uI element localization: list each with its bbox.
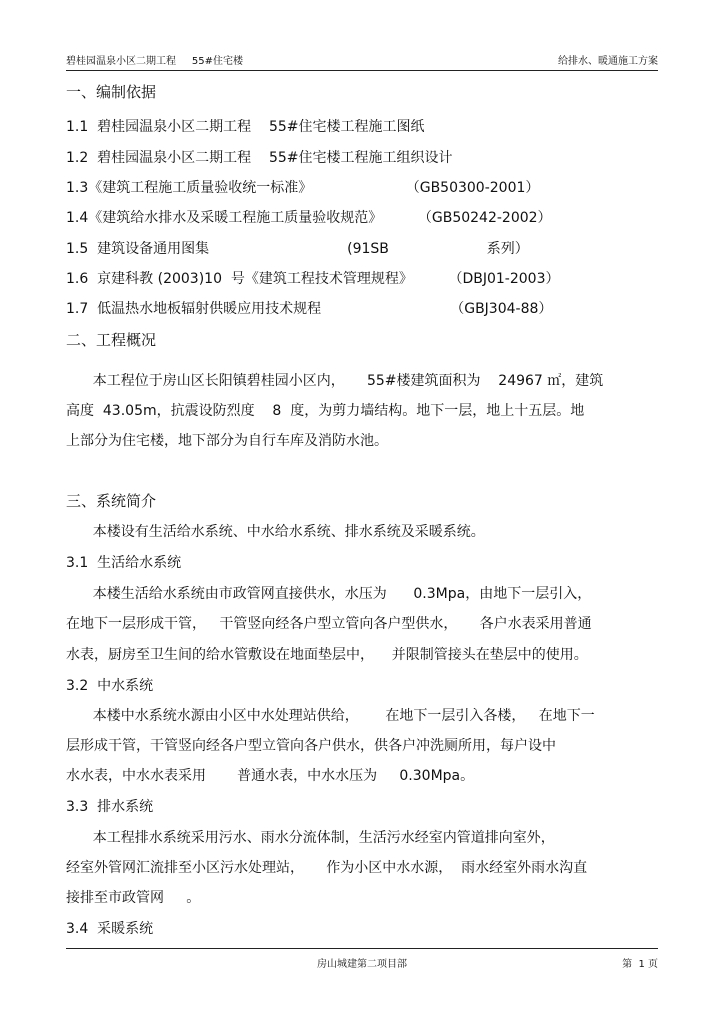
page-header [66,50,658,71]
subsection-3-1-text: 本楼生活给水系统由市政管网直接供水，水压为 0.3Mpa，由地下一层引入， [66,586,592,602]
reference-item: 1.5 建筑设备通用图集 (91SB 系列） [66,241,529,257]
overview-line: 本工程位于房山区长阳镇碧桂园小区内， 55#楼建筑面积为 24967 ㎡，建筑 [66,373,604,389]
subsection-3-1-text: 在地下一层形成干管， 干管竖向经各户型立管向各户型供水， 各户水表采用普通 [66,616,592,632]
subsection-3-2-text: 本楼中水系统水源由小区中水处理站供给， 在地下一层引入各楼， 在地下一 [66,708,595,724]
subsection-3-3-text: 经室外管网汇流排至小区污水处理站， 作为小区中水水源， 雨水经室外雨水沟直 [66,860,588,876]
page-footer [66,948,658,971]
page-number: 第 1 页 [622,959,658,970]
overview-line: 上部分为住宅楼，地下部分为自行车库及消防水池。 [66,433,388,449]
reference-item: 1.1 碧桂园温泉小区二期工程 55#住宅楼工程施工图纸 [66,119,425,135]
section-2-title: 二、工程概况 [66,331,157,349]
subsection-3-4-title: 3.4 采暖系统 [66,921,154,937]
header-doc-title: 给排水、暖通施工方案 [558,56,658,67]
overview-line: 高度 43.05m，抗震设防烈度 8 度，为剪力墙结构。地下一层，地上十五层。地 [66,403,585,419]
header-project: 碧桂园温泉小区二期工程 55#住宅楼 [66,56,243,67]
subsection-3-1-title: 3.1 生活给水系统 [66,555,182,571]
subsection-3-3-title: 3.3 排水系统 [66,799,154,815]
reference-item: 1.4《建筑给水排水及采暖工程施工质量验收规范》 （GB50242-2002） [66,210,552,226]
reference-item: 1.7 低温热水地板辐射供暖应用技术规程 （GBJ304-88） [66,301,553,317]
subsection-3-3-text: 本工程排水系统采用污水、雨水分流体制，生活污水经室内管道排向室外， [66,830,555,846]
reference-item: 1.6 京建科教 (2003)10 号《建筑工程技术管理规程》 （DBJ01-2003） [66,271,560,287]
footer-department: 房山城建第二项目部 [317,959,407,970]
subsection-3-2-title: 3.2 中水系统 [66,678,154,694]
subsection-3-2-text: 层形成干管，干管竖向经各户型立管向各户供水，供各户冲洗厕所用，每户设中 [66,738,556,754]
section-1-title: 一、编制依据 [66,83,157,101]
reference-item: 1.3《建筑工程施工质量验收统一标准》 （GB50300-2001） [66,180,540,196]
subsection-3-1-text: 水表，厨房至卫生间的给水管敷设在地面垫层中， 并限制管接头在垫层中的使用。 [66,647,588,663]
subsection-3-2-text: 水水表，中水水表采用 普通水表，中水水压为 0.30Mpa。 [66,768,475,784]
section-3-title: 三、系统简介 [66,492,157,510]
subsection-3-3-text: 接排至市政管网 。 [66,890,201,906]
section-3-intro: 本楼设有生活给水系统、中水给水系统、排水系统及采暖系统。 [66,524,485,540]
reference-item: 1.2 碧桂园温泉小区二期工程 55#住宅楼工程施工组织设计 [66,150,453,166]
